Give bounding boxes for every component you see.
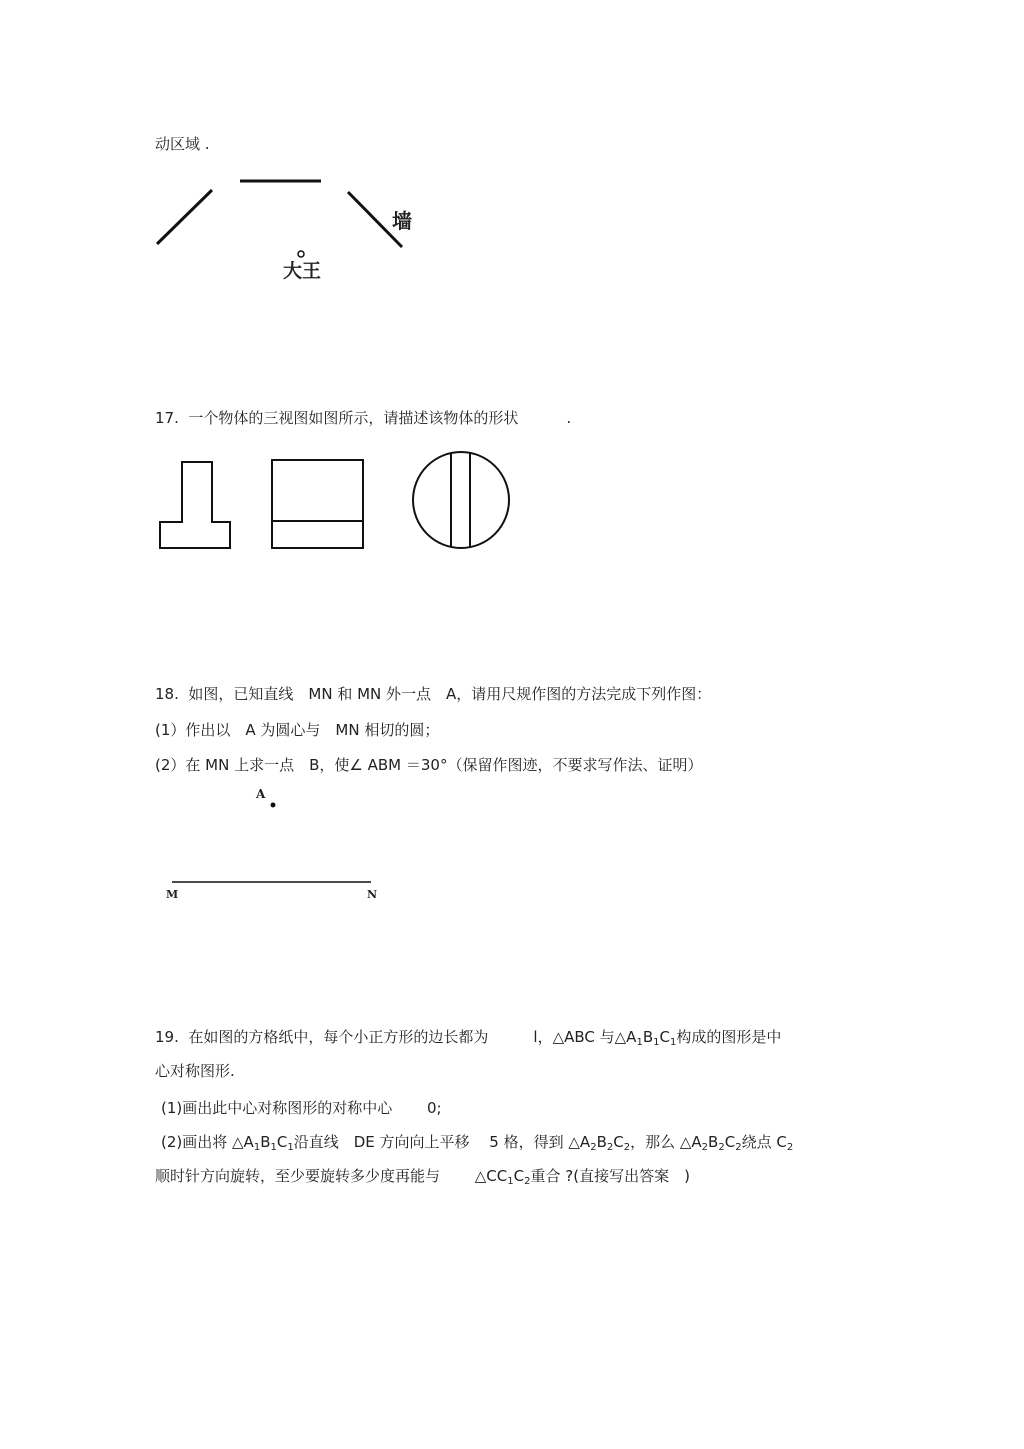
sub: 1 bbox=[653, 1037, 660, 1048]
left-wall bbox=[157, 190, 212, 244]
q19-text-d: 构成的图形是中 bbox=[676, 1028, 782, 1046]
sub: 1 bbox=[253, 1142, 261, 1153]
q19-line4-c: 重合 ?(直接写出答案 ) bbox=[530, 1167, 690, 1185]
front-view bbox=[160, 462, 230, 548]
q19-line4-a: 顺时针方向旋转，至少要旋转多少度再能与 △CC bbox=[155, 1167, 508, 1185]
mn-figure bbox=[160, 795, 400, 835]
sub: 1 bbox=[287, 1142, 294, 1153]
point-n-label: N bbox=[367, 888, 378, 901]
side-view bbox=[272, 460, 363, 548]
q18-text: 如图，已知直线 MN 和 MN 外一点 A，请用尺规作图的方法完成下列作图： bbox=[188, 685, 712, 703]
q19-item2 bbox=[161, 1132, 793, 1152]
q19-item2-b: B bbox=[260, 1133, 271, 1151]
q19-item2-j: 绕点 C bbox=[741, 1133, 787, 1151]
q19-line1 bbox=[155, 1027, 781, 1047]
q17-tail: . bbox=[566, 409, 572, 427]
sub: 1 bbox=[270, 1142, 277, 1153]
sub: 2 bbox=[590, 1142, 597, 1153]
king-label: 大王 bbox=[283, 260, 322, 282]
sub: 2 bbox=[735, 1142, 742, 1153]
q19-item2-f: C bbox=[613, 1133, 624, 1151]
q19-item2-g: ，那么 △A bbox=[630, 1133, 702, 1151]
q19-item2-e: B bbox=[596, 1133, 607, 1151]
top-fragment-text: 动区域 . bbox=[155, 135, 210, 153]
line-mn bbox=[172, 879, 382, 885]
sub: 2 bbox=[524, 1176, 531, 1187]
wall-label: 墙 bbox=[392, 209, 412, 233]
q18-number: 18. bbox=[155, 685, 179, 703]
q19-text-a: 在如图的方格纸中，每个小正方形的边长都为 l，△ABC 与△A bbox=[188, 1028, 637, 1046]
q17-text: 一个物体的三视图如图所示，请描述该物体的形状 bbox=[188, 409, 519, 427]
sub: 1 bbox=[636, 1037, 643, 1048]
sub: 2 bbox=[623, 1142, 631, 1153]
q19-text-b: B bbox=[642, 1028, 654, 1046]
three-view-figure bbox=[150, 450, 530, 570]
q18-item2: (2）在 MN 上求一点 B，使∠ ABM ＝30°（保留作图迹，不要求写作法、证明） bbox=[155, 756, 703, 774]
q19-item2-i: C bbox=[724, 1133, 736, 1151]
q19-line2: 心对称图形. bbox=[155, 1062, 235, 1080]
sub: 2 bbox=[718, 1142, 725, 1153]
q18-item1: (1）作出以 A 为圆心与 MN 相切的圆； bbox=[155, 721, 440, 739]
sub: 1 bbox=[507, 1176, 514, 1187]
q19-line4-b: C bbox=[513, 1167, 525, 1185]
q17-number: 17. bbox=[155, 409, 179, 427]
sub: 1 bbox=[669, 1037, 677, 1048]
q19-item1: (1)画出此中心对称图形的对称中心 0; bbox=[161, 1099, 442, 1117]
king-point bbox=[298, 251, 304, 257]
q18-line1 bbox=[155, 684, 711, 704]
point-a-label: A bbox=[256, 787, 266, 801]
q19-item2-h: B bbox=[708, 1133, 719, 1151]
q19-line4 bbox=[155, 1166, 690, 1186]
sub: 2 bbox=[606, 1142, 614, 1153]
q19-text-c: C bbox=[659, 1028, 670, 1046]
sub: 2 bbox=[786, 1142, 794, 1153]
point-m-label: M bbox=[166, 888, 179, 901]
q19-number: 19. bbox=[155, 1028, 179, 1046]
q19-item2-d: 沿直线 DE 方向向上平移 5 格，得到 △A bbox=[293, 1133, 591, 1151]
q19-item2-a: (2)画出将 △A bbox=[161, 1133, 254, 1151]
q19-item2-c: C bbox=[276, 1133, 288, 1151]
point-a bbox=[271, 803, 276, 808]
top-view bbox=[413, 452, 509, 548]
sub: 2 bbox=[701, 1142, 709, 1153]
q17-line bbox=[155, 408, 571, 428]
